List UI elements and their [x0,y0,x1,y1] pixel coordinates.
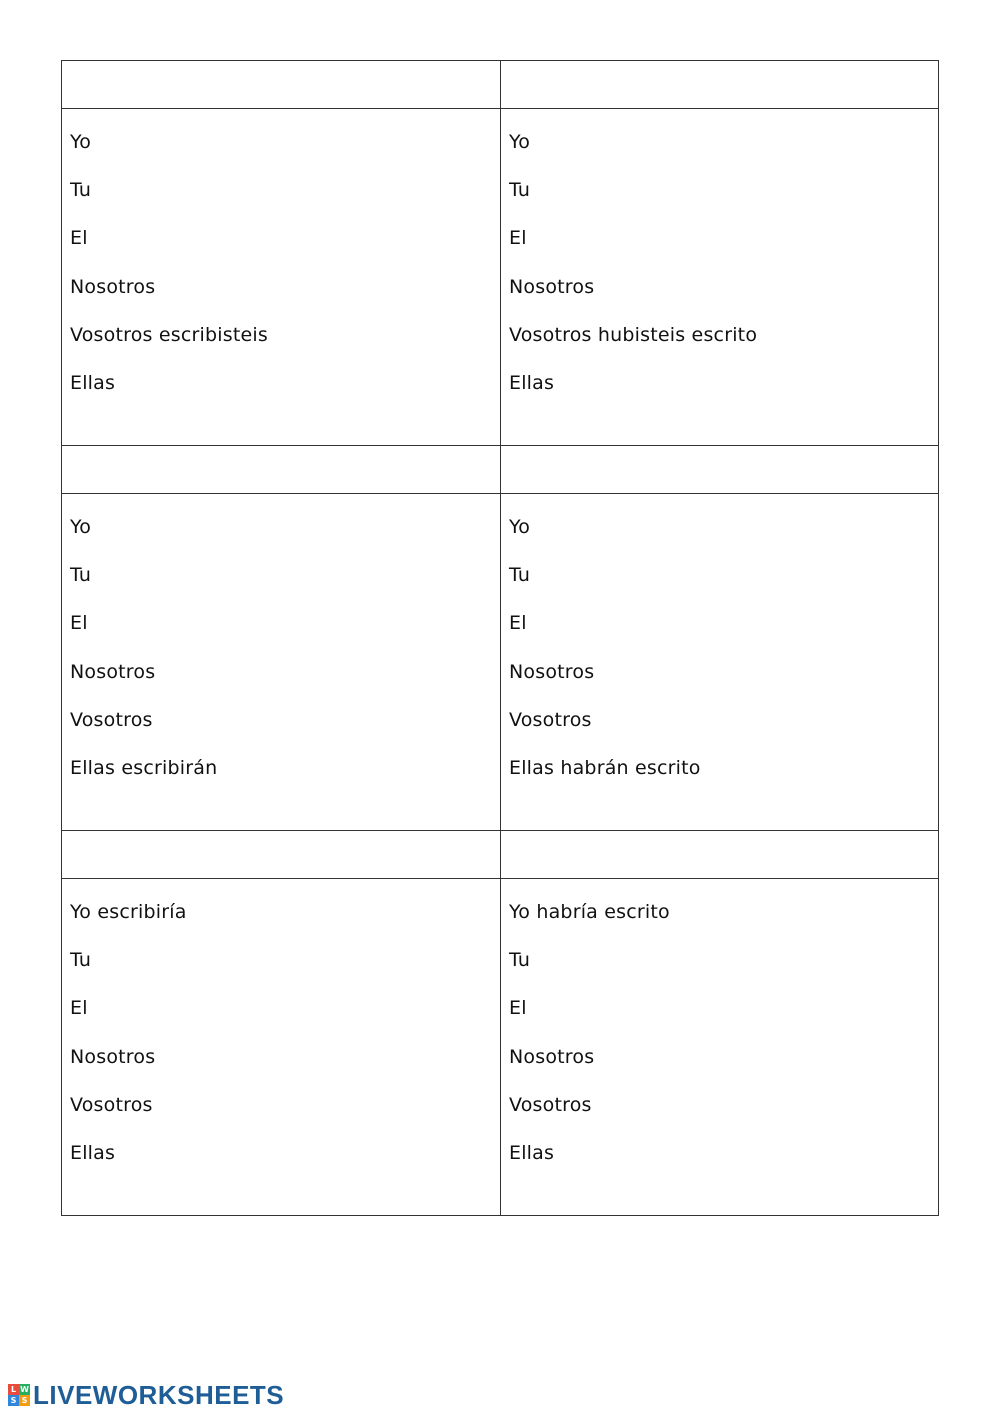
header-cell-left[interactable] [62,446,501,494]
liveworksheets-footer [8,1379,285,1410]
header-cell-right[interactable] [501,831,939,879]
pronoun-line: Nosotros [509,1045,595,1068]
pronoun-line: Ellas [509,371,555,394]
header-cell-left[interactable] [62,831,501,879]
section-header-row [62,61,939,109]
conjugation-cell-left [62,109,501,446]
pronoun-line: Yo [70,131,92,153]
pronoun-line: Vosotros [70,708,153,731]
pronoun-line: Ellas [70,1141,116,1164]
pronoun-line: Vosotros [70,1093,153,1116]
logo-letter: W [20,1385,29,1394]
pronoun-line: Vosotros [509,1093,592,1116]
pronoun-line: Nosotros [70,275,156,298]
pronoun-list [62,109,500,395]
pronoun-line: Tu [70,949,92,972]
pronoun-line: Tu [70,179,92,202]
logo-letter: S [8,1395,19,1406]
pronoun-line: Tu [70,564,92,587]
section-body-row [62,879,939,1216]
pronoun-line: Tu [509,179,531,202]
pronoun-line: Ellas escribirán [70,756,218,779]
header-cell-right[interactable] [501,446,939,494]
pronoun-line: Nosotros [509,660,595,683]
pronoun-list [62,494,500,780]
pronoun-line: Yo [509,516,531,538]
pronoun-line: Ellas habrán escrito [509,756,701,779]
logo-letter: S [19,1395,30,1406]
pronoun-line: Yo escribiría [70,901,187,923]
pronoun-line: Vosotros hubisteis escrito [509,323,758,346]
pronoun-line: El [70,612,88,635]
conjugation-cell-left [62,879,501,1216]
pronoun-list [501,109,938,395]
section-body-row [62,109,939,446]
section-header-row [62,446,939,494]
pronoun-line: Yo [70,516,92,538]
conjugation-cell-right [501,879,939,1216]
liveworksheets-logo-icon [8,1384,30,1406]
pronoun-line: Nosotros [509,275,595,298]
pronoun-list [62,879,500,1165]
conjugation-cell-right [501,494,939,831]
logo-letter: L [8,1384,19,1395]
pronoun-line: Nosotros [70,1045,156,1068]
section-header-row [62,831,939,879]
conjugation-cell-left [62,494,501,831]
brand-name: LIVEWORKSHEETS [33,1379,285,1410]
conjugation-cell-right [501,109,939,446]
pronoun-list [501,494,938,780]
pronoun-line: Vosotros [509,708,592,731]
conjugation-table [61,60,939,1216]
pronoun-line: Yo [509,131,531,153]
pronoun-line: El [509,997,527,1020]
section-body-row [62,494,939,831]
pronoun-line: El [70,227,88,250]
pronoun-line: El [509,612,527,635]
pronoun-line: Tu [509,564,531,587]
pronoun-line: Nosotros [70,660,156,683]
pronoun-list [501,879,938,1165]
pronoun-line: El [70,997,88,1020]
header-cell-right[interactable] [501,61,939,109]
pronoun-line: Ellas [70,371,116,394]
pronoun-line: Yo habría escrito [509,901,670,923]
pronoun-line: Ellas [509,1141,555,1164]
pronoun-line: Vosotros escribisteis [70,323,268,346]
pronoun-line: Tu [509,949,531,972]
pronoun-line: El [509,227,527,250]
header-cell-left[interactable] [62,61,501,109]
